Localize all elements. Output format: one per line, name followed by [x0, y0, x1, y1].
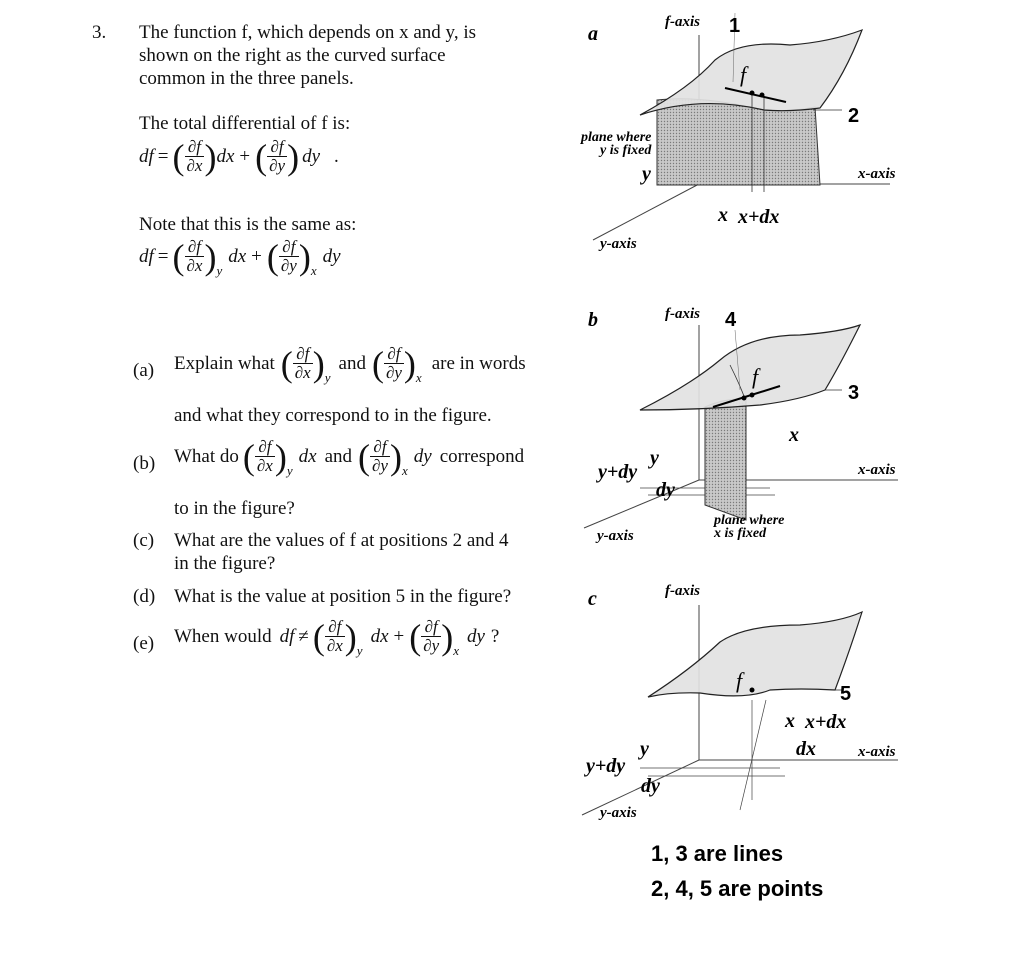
marker-4: 4 — [725, 309, 737, 331]
y-label-b: y — [650, 447, 659, 469]
part-b-label: (b) — [133, 453, 156, 474]
subscript-x: x — [415, 369, 422, 385]
fraction-df-dy: $\frac{\partial f}{\partial y}$ — [385, 344, 402, 382]
x-label-b: x — [789, 424, 799, 446]
paren: ( — [172, 236, 185, 277]
eq-qmark: ? — [490, 625, 500, 647]
y-axis-label-c: y-axis — [600, 805, 637, 821]
fraction-df-dy: $\frac{\partial f}{\partial y}$ — [269, 137, 286, 175]
paren: ( — [242, 436, 255, 477]
panel-letter-b: b — [588, 309, 598, 331]
plane-label-a-1: plane where — [581, 130, 652, 145]
paren: ) — [403, 343, 416, 384]
part-a-line-2: and what they correspond to in the figure. — [174, 405, 492, 426]
paren: ( — [266, 236, 279, 277]
fraction-df-dy: $\frac{\partial f}{\partial y}$ — [280, 237, 297, 275]
eq-dx: dx — [370, 625, 389, 647]
fraction-df-dx: $\frac{\partial f}{\partial x}$ — [256, 437, 273, 475]
paren: ( — [255, 136, 268, 177]
part-d-label: (d) — [133, 586, 156, 607]
note-lead: Note that this is the same as: — [139, 214, 357, 235]
eq-equals: = — [157, 145, 169, 167]
plane-y-fixed — [657, 99, 820, 185]
panel-c — [582, 583, 898, 821]
marker-1: 1 — [729, 15, 741, 37]
paren: ) — [298, 236, 311, 277]
part-c-line-2: in the figure? — [174, 553, 276, 574]
point-a2 — [760, 93, 765, 98]
legend-lines: 1, 3 are lines — [651, 841, 784, 866]
surface-b — [640, 325, 860, 410]
panel-b — [584, 306, 898, 544]
paren: ( — [312, 616, 325, 657]
part-d-text: What is the value at position 5 in the figure? — [174, 586, 512, 607]
x-axis-label-b: x-axis — [858, 462, 896, 478]
eq-df: df — [139, 245, 154, 267]
part-b-pre: What do — [174, 445, 239, 467]
intro-line-2: shown on the right as the curved surface — [139, 45, 446, 66]
f-label-a: f — [740, 62, 747, 87]
part-a-mid: and — [338, 352, 366, 374]
intro-line-1: The function f, which depends on x and y, is — [139, 22, 476, 43]
plane-label-a-2: y is fixed — [600, 143, 652, 158]
part-b-line-2: to in the figure? — [174, 498, 295, 519]
part-c-label: (c) — [133, 530, 155, 551]
eq-dx: dx — [216, 145, 235, 167]
eq-dy: dy — [302, 145, 320, 167]
ydy-label-b: y+dy — [598, 461, 638, 483]
eq-df: df — [139, 145, 154, 167]
marker-2: 2 — [848, 105, 860, 127]
paren: ) — [204, 136, 217, 177]
part-c-line-1: What are the values of f at positions 2 and 4 — [174, 530, 509, 551]
y-axis-label-b: y-axis — [597, 528, 634, 544]
subscript-y: y — [356, 642, 363, 658]
eq-equals: = — [157, 245, 169, 267]
dx-label-c: dx — [796, 738, 816, 760]
marker-5: 5 — [840, 683, 852, 705]
part-e-label: (e) — [133, 633, 155, 654]
part-b-post: correspond — [439, 445, 525, 467]
legend-points: 2, 4, 5 are points — [651, 876, 824, 901]
x-label-a: x — [718, 204, 728, 226]
equation-total-differential — [139, 138, 339, 175]
eq-neq: ≠ — [298, 625, 309, 647]
paren: ( — [409, 616, 422, 657]
dy-label-c: dy — [641, 775, 660, 797]
plane-x-fixed — [705, 399, 746, 520]
xdx-label-a: x+dx — [738, 206, 780, 228]
part-e-pre: When would — [174, 625, 272, 647]
eq-dy: dy — [322, 245, 341, 267]
eq-dx: dx — [228, 245, 247, 267]
plane-label-b-2: x is fixed — [714, 526, 767, 541]
subscript-y: y — [286, 462, 293, 478]
surface-a — [640, 30, 862, 115]
paren: ) — [312, 343, 325, 384]
part-a-label: (a) — [133, 360, 155, 381]
subscript-y: y — [324, 369, 331, 385]
y-axis-line-a — [593, 184, 699, 240]
paren: ) — [441, 616, 454, 657]
fraction-df-dy: $\frac{\partial f}{\partial y}$ — [372, 437, 388, 475]
paren: ) — [287, 136, 300, 177]
part-a-post: are in words — [431, 352, 526, 374]
paren: ) — [389, 436, 402, 477]
plane-label-b-1: plane where — [714, 513, 785, 528]
f-axis-label-c: f-axis — [665, 583, 700, 599]
y-label-c: y — [640, 738, 649, 760]
subscript-x: x — [401, 462, 408, 478]
x-axis-label-a: x-axis — [858, 166, 896, 182]
total-differential-lead: The total differential of f is: — [139, 113, 351, 134]
intro-line-3: common in the three panels. — [139, 68, 354, 89]
part-a-pre: Explain what — [174, 352, 275, 374]
f-label-b: f — [752, 364, 759, 389]
eq-df: df — [279, 625, 295, 647]
y-label-a: y — [642, 163, 651, 185]
f-axis-label-b: f-axis — [665, 306, 700, 322]
part-a-line-1 — [174, 343, 526, 385]
eq-plus: + — [393, 625, 405, 647]
paren: ) — [344, 616, 357, 657]
figure-panels — [570, 0, 1024, 964]
surface-c — [648, 612, 862, 697]
part-b-line-1 — [174, 436, 525, 478]
subscript-x: x — [310, 262, 317, 278]
equation-held-constant — [139, 236, 341, 278]
f-axis-label-a: f-axis — [665, 14, 700, 30]
panel-letter-c: c — [588, 588, 597, 610]
part-e-line — [174, 616, 500, 658]
ydy-label-c: y+dy — [586, 755, 626, 777]
xdx-label-c: x+dx — [805, 711, 847, 733]
f-label-c: f — [736, 668, 743, 693]
paren: ) — [274, 436, 287, 477]
paren: ( — [371, 343, 384, 384]
y-axis-label-a: y-axis — [600, 236, 637, 252]
paren: ( — [358, 436, 371, 477]
fraction-df-dx: $\frac{\partial f}{\partial x}$ — [186, 137, 203, 175]
eq-plus: + — [239, 145, 251, 167]
panel-a — [580, 13, 896, 252]
panel-letter-a: a — [588, 23, 598, 45]
paren: ( — [172, 136, 185, 177]
eq-plus: + — [251, 245, 262, 267]
point-a1 — [750, 91, 755, 96]
subscript-y: y — [216, 262, 223, 278]
eq-dy: dy — [413, 445, 432, 467]
x-label-c: x — [785, 710, 795, 732]
paren: ( — [280, 343, 293, 384]
fraction-df-dx: $\frac{\partial f}{\partial x}$ — [186, 237, 203, 275]
fraction-df-dx: $\frac{\partial f}{\partial x}$ — [326, 617, 343, 655]
subscript-x: x — [453, 642, 459, 658]
problem-number: 3. — [92, 22, 107, 43]
dy-label-b: dy — [656, 479, 675, 501]
fraction-df-dx: $\frac{\partial f}{\partial x}$ — [294, 344, 311, 382]
marker-3: 3 — [848, 382, 860, 404]
eq-dy: dy — [466, 625, 485, 647]
paren: ) — [204, 236, 217, 277]
part-b-mid: and — [324, 445, 353, 467]
eq-dx: dx — [298, 445, 317, 467]
problem-intro — [139, 21, 559, 90]
x-axis-label-c: x-axis — [858, 744, 896, 760]
point-5 — [750, 688, 755, 693]
eq-period: . — [334, 145, 339, 167]
fraction-df-dy: $\frac{\partial f}{\partial y}$ — [423, 617, 440, 655]
